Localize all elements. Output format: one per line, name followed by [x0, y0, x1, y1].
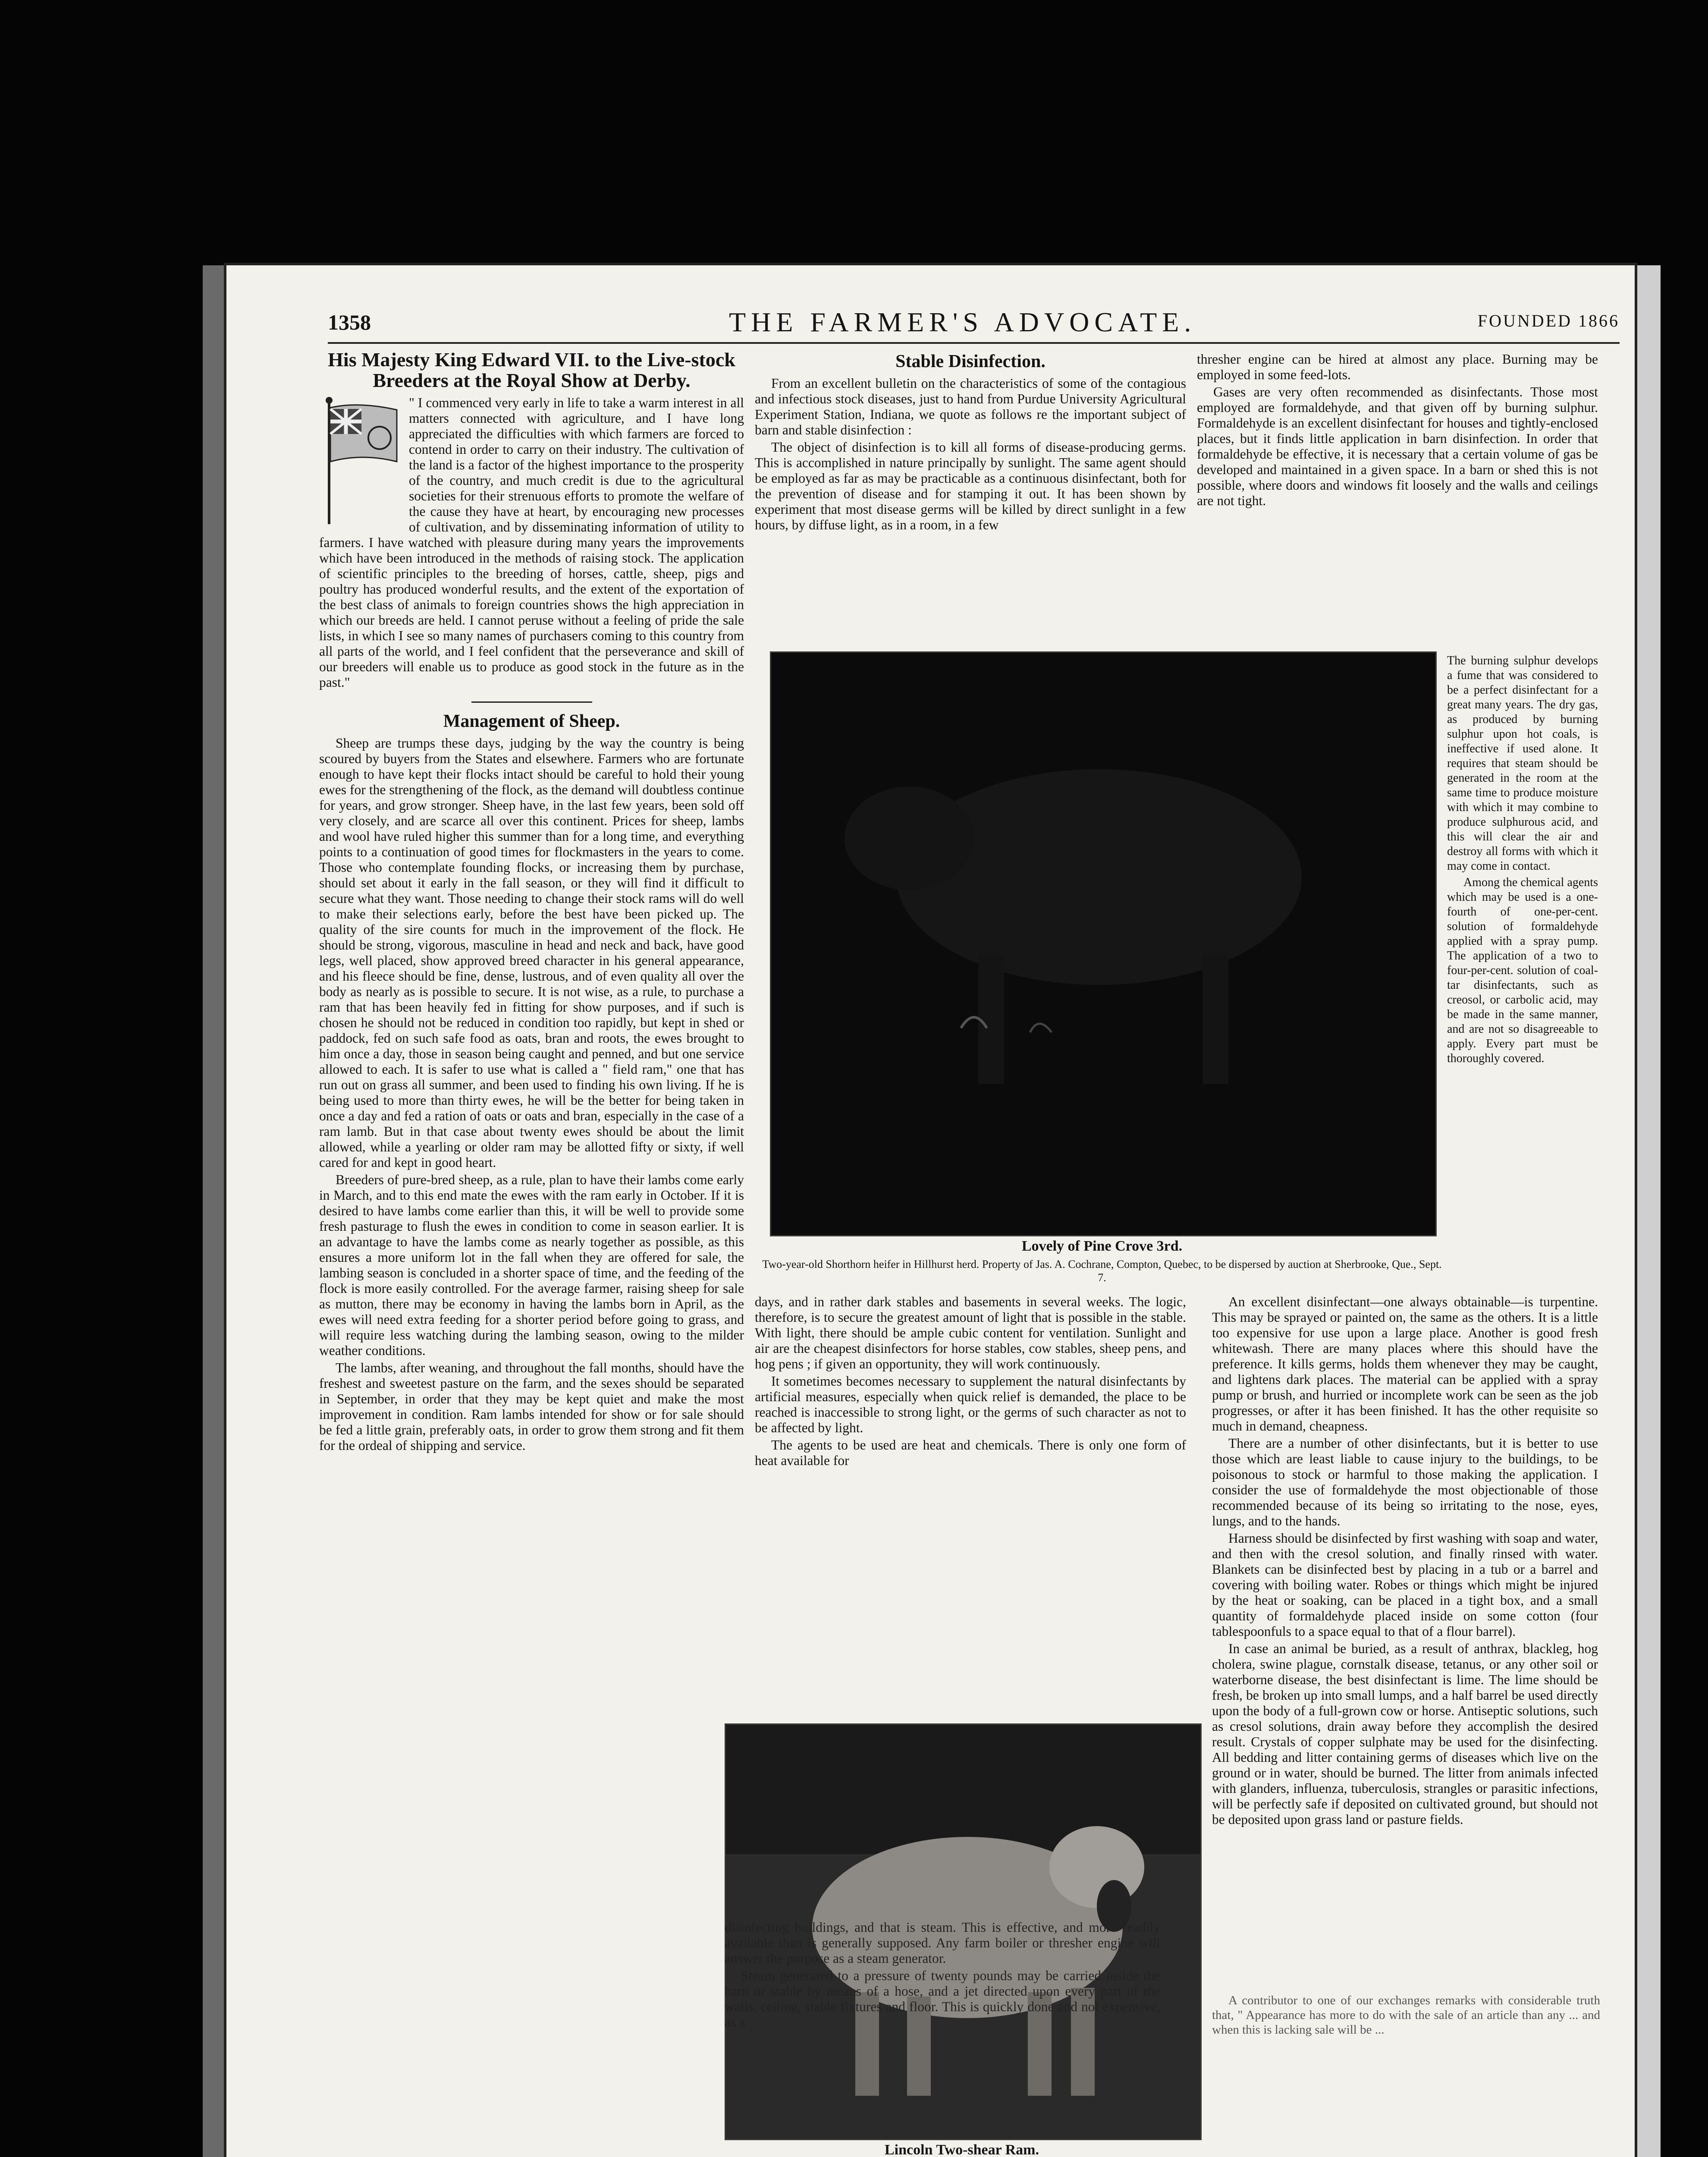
sheep-paragraph: The lambs, after weaning, and throughout the fall months, should have the freshest and sweetest pasture on the farm, and the sexes should be separated in September, in order that they may be kept quiet and make the most improvement in condition. Ram lambs intended for show or for sale should be fed a little grain, preferably oats, in order to grow them strong and fit them for the ordeal of shipping and service.	[319, 1360, 744, 1453]
heifer-photo-caption: Two-year-old Shorthorn heifer in Hillhurst herd. Property of Jas. A. Cochrane, Compton, Quebec, to be dispersed by auction at Sherbrooke, Que., Sept. 7.	[762, 1258, 1442, 1284]
royal-body: " I commenced very early in life to take a warm interest in all matters connected with agriculture, and I have long appreciated the difficulties with which farmers are forced to contend in order to carry on their industry. The cultivation of the land is a factor of the highest importance to the prosperity of the country, and much credit is due to the agricultural societies for their strenuous efforts to promote the welfare of the cause they have at heart, by encouraging new processes of cultivation, and by disseminating information of utility to farmers. I have watched with pleasure during many years the improvements which have been introduced in the methods of raising stock. The application of scientific principles to the breeding of horses, cattle, sheep, pigs and poultry has produced wonderful results, and the extent of the exportation of the best class of animals to foreign countries shows the high appreciation in which our breeds are held. I cannot peruse without a feeling of pride the sale lists, in which I see so many names of purchasers coming to this country from all parts of the world, and I feel confident that the perseverance and skill of our breeders will enable us to produce as good stock in the future as in the past."	[319, 395, 744, 690]
stable-paragraph: days, and in rather dark stables and basements in several weeks. The logic, therefore, is to secure the greatest amount of light that is possible in the stable. With light, there should be ample cubic content for ventilation. Sunlight and air are the cheapest disinfectors for horse stables, cow stables, sheep pens, and hog pens ; if given an opportunity, they will work continuously.	[755, 1294, 1186, 1371]
newspaper-page	[226, 265, 1635, 2157]
heifer-icon	[771, 653, 1435, 1235]
union-jack-flag-illustration	[319, 397, 401, 526]
stable-paragraph: It sometimes becomes necessary to supplement the natural disinfectants by artificial measures, especially when quick relief is demanded, the place to be reached is inaccessible to strong light, or the germs of such character as not to be affected by light.	[755, 1374, 1186, 1435]
stable-paragraph: An excellent disinfectant—one always obtainable—is turpentine. This may be sprayed or painted on, the same as the others. It is a little too expensive for use upon a large place. Another is good fresh whitewash. There are many places where this should have the preference. It kills germs, holds them whenever they may be caught, and lightens dark places. The material can be applied with a spray pump or brush, and hurried or incomplete work can be seen as the job progresses, or after it has been finished. It has the other requisite so much in demand, cheapness.	[1212, 1294, 1598, 1434]
flag-icon	[319, 397, 401, 526]
heifer-photo	[770, 651, 1437, 1236]
stable-column-right-narrow	[1447, 654, 1598, 1283]
stable-paragraph: The agents to be used are heat and chemicals. There is only one form of heat available for	[755, 1437, 1186, 1468]
page-edge	[1635, 265, 1661, 2157]
page-number: 1358	[328, 310, 371, 334]
stable-closing-column	[725, 1920, 1160, 2122]
stable-column-middle	[755, 1294, 1186, 1708]
ram-photo-title: Lincoln Two-shear Ram.	[885, 2142, 1039, 2157]
stable-paragraph: In case an animal be buried, as a result of anthrax, blackleg, hog cholera, swine plague, cornstalk disease, tetanus, or any other soil or waterborne disease, the best disinfectant is lime. The lime should be fresh, be broken up into small lumps, and a half barrel be used directly upon the body of a full-grown cow or horse. Antiseptic solutions, such as cresol solutions, drain away before they accomplish the desired result. Crystals of copper sulphate may be used for the disinfecting. All bedding and litter containing germs of diseases which live on the ground or in water, should be burned. The litter from animals infected with glanders, influenza, tuberculosis, strangles or parasitic infections, will be perfectly safe if deposited on cultivated ground, but should not be deposited upon grass land or pasture fields.	[1212, 1641, 1598, 1827]
stable-paragraph: The burning sulphur develops a fume that was considered to be a perfect disinfectant for a great many years. The dry gas, as produced by burning sulphur upon hot coals, is ineffective if used alone. It requires that steam should be generated in the room at the same time to produce moisture with which it may combine to produce sulphurous acid, and this will clear the air and destroy all forms with which it may come in contact.	[1447, 654, 1598, 873]
founded-year: FOUNDED 1866	[1477, 311, 1620, 330]
left-column	[319, 349, 744, 2127]
stable-paragraph: The object of disinfection is to kill all forms of disease-producing germs. This is accomplished in nature principally by sunlight. The same agent should be employed as far as may be practicable as a continuous disinfectant, both for the prevention of disease and for stamping it out. It has been shown by experiment that most disease germs will be killed by direct sunlight in a few hours, by diffuse light, as in a room, in a few	[755, 440, 1186, 532]
page-binding-shadow	[203, 265, 226, 2157]
stable-paragraph: thresher engine can be hired at almost any place. Burning may be employed in some feed-lots.	[1197, 352, 1598, 382]
stable-paragraph: There are a number of other disinfectants, but it is better to use those which are least liable to cause injury to the buildings, to be poisonous to stock or harmful to those making the application. I consider the use of formaldehyde the most objectionable of those recommended because of its being so irritating to the nose, eyes, lungs, and to the hands.	[1212, 1436, 1598, 1528]
stable-paragraph: Harness should be disinfected by first washing with soap and water, and then with the cresol solution, and finally rinsed with water. Blankets can be disinfected best by placing in a tub or a barrel and covering with boiling water. Robes or things which might be injured by the heat or soaking, can be placed in a tight box, and a small quantity of formaldehyde placed inside on some cotton (four tablespoonfuls to a space equal to that of a flour barrel).	[1212, 1531, 1598, 1639]
stable-column-right-top	[1197, 352, 1598, 649]
stable-paragraph: Steam generated to a pressure of twenty pounds may be carried inside the barn or stable by means of a hose, and a jet directed upon every part of the walls, ceiling, stable fixtures and floor. This is quickly done and not expensive, as a	[725, 1968, 1160, 2030]
stable-paragraph: Gases are very often recommended as disinfectants. Those most employed are formaldehyde, and that given off by burning sulphur. Formaldehyde is an excellent disinfectant for houses and tightly-enclosed places, but it finds little application in barn disinfection. In order that formaldehyde be effective, it is necessary that a certain volume of gas be developed and maintained in a given space. In a barn or shed this is not possible, where doors and windows fit loosely and the walls and ceilings are not tight.	[1197, 384, 1598, 508]
header-rule	[328, 342, 1620, 344]
stable-headline: Stable Disinfection.	[895, 352, 1046, 371]
masthead-title: THE FARMER'S ADVOCATE.	[729, 307, 1196, 337]
page-header	[328, 306, 1620, 341]
contributor-note-text	[1212, 1993, 1600, 2122]
section-divider	[471, 701, 592, 703]
royal-headline: His Majesty King Edward VII. to the Live-stock Breeders at the Royal Show at Derby.	[328, 349, 735, 391]
contributor-paragraph: A contributor to one of our exchanges remarks with considerable truth that, " Appearance has more to do with the sale of an article than any ... and when this is lacking sale will be ...	[1212, 1993, 1600, 2037]
stable-paragraph: Among the chemical agents which may be used is a one-fourth of one-per-cent. solution of formaldehyde applied with a spray pump. The application of a two to four-per-cent. solution of coal-tar disinfectants, such as creosol, or carbolic acid, may be made in the same manner, and are not so disagreeable to apply. Every part must be thoroughly covered.	[1447, 876, 1598, 1065]
stable-column-top	[755, 352, 1186, 688]
stable-paragraph: disinfecting buildings, and that is steam. This is effective, and more readily available than is generally supposed. Any farm boiler or thresher engine will answer the purpose as a steam generator.	[725, 1920, 1160, 1966]
heifer-photo-title: Lovely of Pine Crove 3rd.	[1021, 1238, 1183, 1254]
stable-paragraph: From an excellent bulletin on the characteristics of some of the contagious and infectious stock diseases, just to hand from Purdue University Agricultural Experiment Station, Indiana, we quote as follows re the important subject of barn and stable disinfection :	[755, 376, 1186, 437]
sheep-headline: Management of Sheep.	[443, 711, 620, 731]
sheep-paragraph: Sheep are trumps these days, judging by the way the country is being scoured by buyers from the States and elsewhere. Farmers who are fortunate enough to have kept their flocks intact should be careful to hold their young ewes for the strengthening of the flock, as the demand will doubtless continue for years, and grow stronger. Sheep have, in the last few years, been sold off very closely, and are scarce all over this continent. Prices for sheep, lambs and wool have ruled higher this summer than for a long time, and everything points to a continuation of good times for flockmasters in the years to come. Those who contemplate founding flocks, or increasing them by purchase, should set about it early in the fall season, or they will find it difficult to secure what they want. Those needing to change their stock rams will do well to make their selections early, before the best have been picked up. The quality of the sire counts for much in the improvement of the flock. He should be strong, vigorous, masculine in head and neck and back, have good legs, well placed, show approved breed character in his general appearance, and his fleece should be fine, dense, lustrous, and of even quality all over the body as nearly as is possible to secure. It is not wise, as a rule, to purchase a ram that has been heavily fed in fitting for show purposes, and if such is chosen he should not be reduced in condition too rapidly, but kept in shed or paddock, fed on such safe food as oats, bran and roots, the ewes brought to him once a day, those in season being caught and penned, and but one service allowed to each. It is safer to use what is called a " field ram," one that has run out on grass all summer, and been used to finding his own living. If he is being used to more than thirty ewes, he will be the better for being taken in once a day and fed a ration of oats or oats and bran, especially in the case of a ram lamb. But in that case about twenty ewes should be about the limit allowed, while a yearling or older ram may be allotted fifty or sixty, if well cared for and kept in good heart.	[319, 736, 744, 1170]
sheep-paragraph: Breeders of pure-bred sheep, as a rule, plan to have their lambs come early in March, and to this end mate the ewes with the ram early in October. If it is desired to have lambs come earlier than this, it will be well to provide some fresh pasturage to flush the ewes in condition to come in season earlier. It is an advantage to have the lambs come as nearly together as possible, as this ensures a more uniform lot in the fall when they are offered for sale, the lambing season is concluded in a shorter space of time, and the feeding of the flock is more easily controlled. For the average farmer, raising sheep for sale as mutton, there may be economy in having the lambs born in April, as the ewes will need extra feeding for a shorter period before going to grass, and will require less watching during the lambing season, owing to the milder weather conditions.	[319, 1172, 744, 1358]
